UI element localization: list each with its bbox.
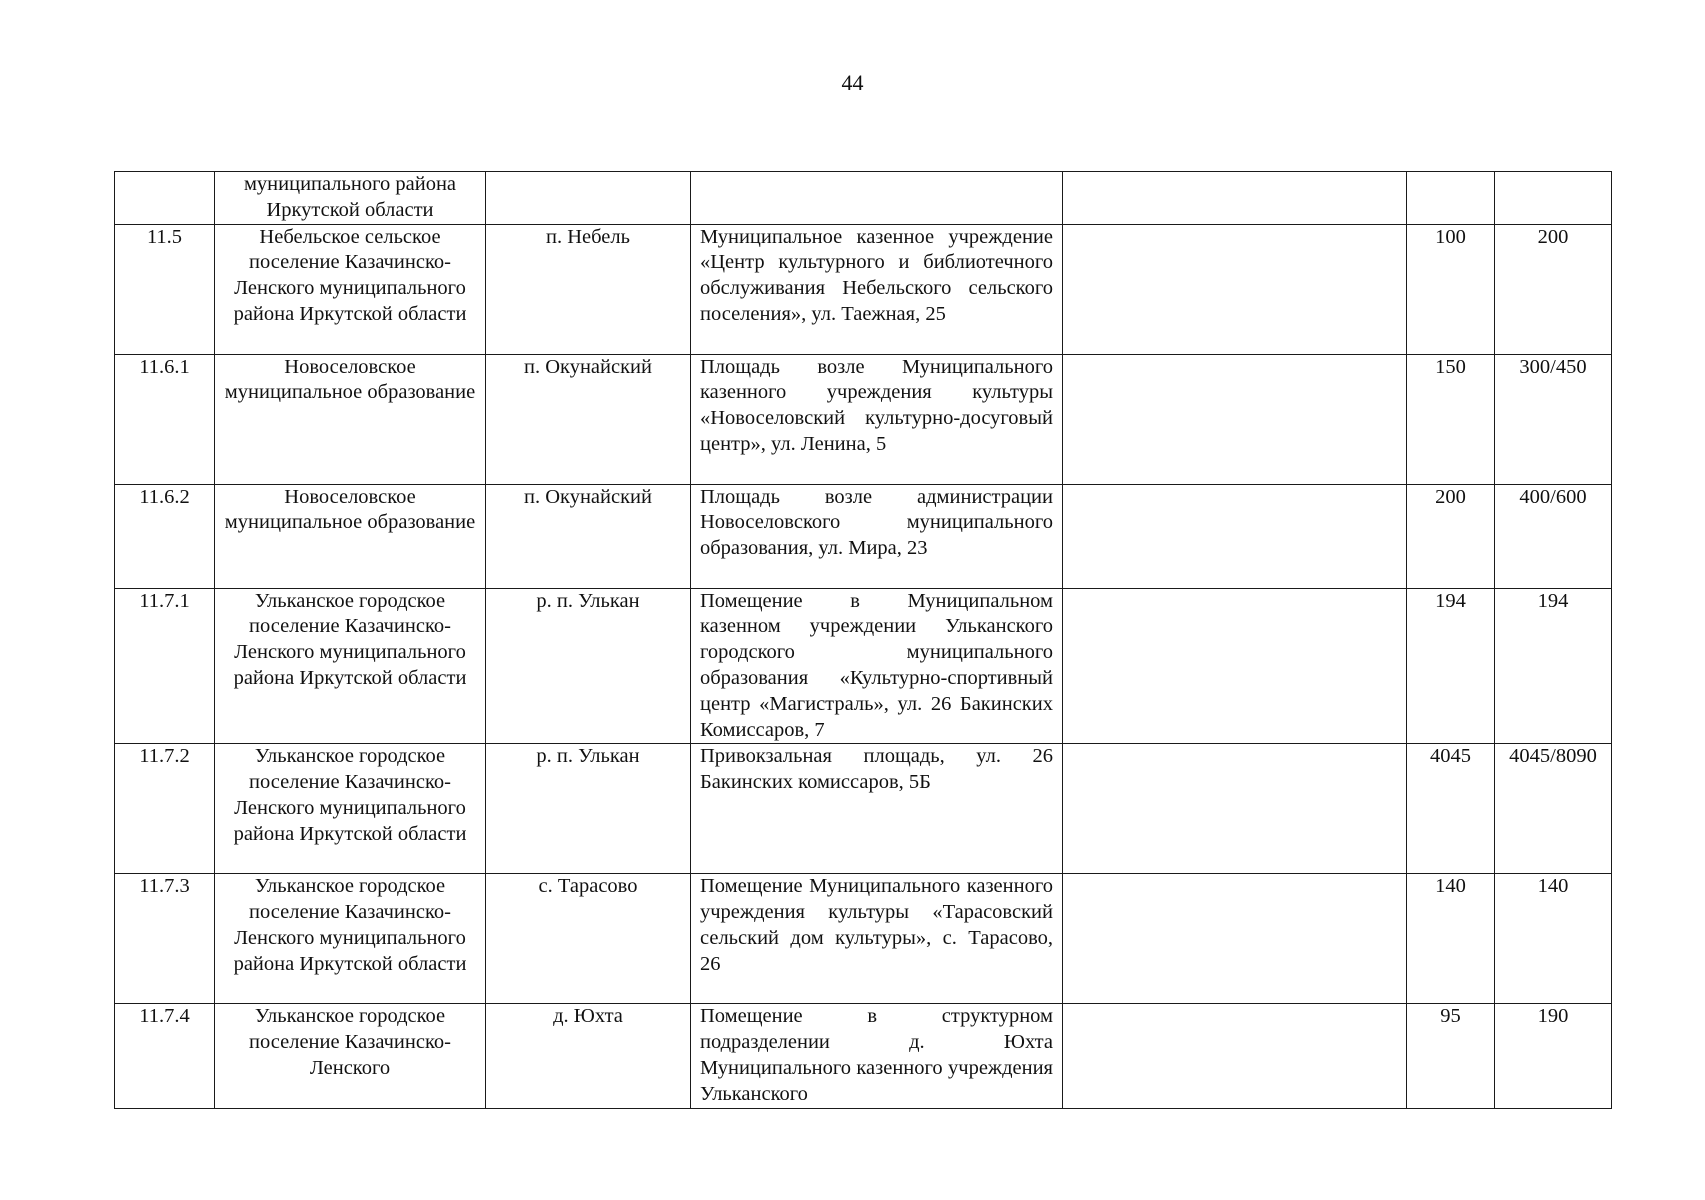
municipality-cell: Небельское сельское поселение Казачинско-Ленского муниципального района Иркутской области — [215, 224, 486, 354]
table-row — [115, 744, 1612, 874]
value1-cell: 200 — [1407, 484, 1495, 588]
row-number-cell: 11.6.1 — [115, 354, 215, 484]
value2-cell: 200 — [1495, 224, 1612, 354]
place-cell: Площадь возле администрации Новоселовского муниципального образования, ул. Мира, 23 — [691, 484, 1063, 588]
value1-cell: 95 — [1407, 1004, 1495, 1108]
value1-cell — [1407, 172, 1495, 225]
page-number: 44 — [841, 70, 864, 95]
value2-cell: 400/600 — [1495, 484, 1612, 588]
locality-cell: п. Окунайский — [486, 354, 691, 484]
place-cell — [691, 172, 1063, 225]
row-number-cell: 11.7.3 — [115, 874, 215, 1004]
locality-cell: р. п. Улькан — [486, 744, 691, 874]
municipality-cell: Ульканское городское поселение Казачинско-Ленского муниципального района Иркутской области — [215, 588, 486, 744]
extra-cell — [1063, 484, 1407, 588]
municipality-cell: Ульканское городское поселение Казачинско-Ленского — [215, 1004, 486, 1108]
table-row — [115, 484, 1612, 588]
table-row — [115, 1004, 1612, 1108]
value2-cell: 4045/8090 — [1495, 744, 1612, 874]
extra-cell — [1063, 1004, 1407, 1108]
locality-cell: д. Юхта — [486, 1004, 691, 1108]
locality-cell: п. Окунайский — [486, 484, 691, 588]
value2-cell — [1495, 172, 1612, 225]
extra-cell — [1063, 588, 1407, 744]
value1-cell: 4045 — [1407, 744, 1495, 874]
municipality-cell: Ульканское городское поселение Казачинско-Ленского муниципального района Иркутской области — [215, 874, 486, 1004]
table-row — [115, 172, 1612, 225]
row-number-cell: 11.5 — [115, 224, 215, 354]
locations-table — [114, 171, 1612, 1109]
locality-cell: с. Тарасово — [486, 874, 691, 1004]
table-row — [115, 224, 1612, 354]
row-number-cell: 11.7.1 — [115, 588, 215, 744]
place-cell: Помещение Муниципального казенного учреждения культуры «Тарасовский сельский дом культуры», с. Тарасово, 26 — [691, 874, 1063, 1004]
extra-cell — [1063, 744, 1407, 874]
place-cell: Помещение в структурном подразделении д. Юхта Муниципального казенного учреждения Ульканского — [691, 1004, 1063, 1108]
table-row — [115, 588, 1612, 744]
value1-cell: 140 — [1407, 874, 1495, 1004]
value2-cell: 194 — [1495, 588, 1612, 744]
place-cell: Муниципальное казенное учреждение «Центр культурного и библиотечного обслуживания Небельского сельского поселения», ул. Таежная, 25 — [691, 224, 1063, 354]
municipality-cell: муниципального района Иркутской области — [215, 172, 486, 225]
place-cell: Помещение в Муниципальном казенном учреждении Ульканского городского муниципального образования «Культурно-спортивный центр «Магистраль», ул. 26 Бакинских Комиссаров, 7 — [691, 588, 1063, 744]
value2-cell: 300/450 — [1495, 354, 1612, 484]
value2-cell: 140 — [1495, 874, 1612, 1004]
municipality-cell: Новоселовское муниципальное образование — [215, 354, 486, 484]
municipality-cell: Новоселовское муниципальное образование — [215, 484, 486, 588]
extra-cell — [1063, 874, 1407, 1004]
extra-cell — [1063, 172, 1407, 225]
value1-cell: 150 — [1407, 354, 1495, 484]
place-cell: Площадь возле Муниципального казенного учреждения культуры «Новоселовский культурно-досуговый центр», ул. Ленина, 5 — [691, 354, 1063, 484]
row-number-cell: 11.6.2 — [115, 484, 215, 588]
place-cell: Привокзальная площадь, ул. 26 Бакинских комиссаров, 5Б — [691, 744, 1063, 874]
locality-cell: р. п. Улькан — [486, 588, 691, 744]
municipality-cell: Ульканское городское поселение Казачинско-Ленского муниципального района Иркутской области — [215, 744, 486, 874]
extra-cell — [1063, 354, 1407, 484]
row-number-cell — [115, 172, 215, 225]
extra-cell — [1063, 224, 1407, 354]
table-row — [115, 874, 1612, 1004]
row-number-cell: 11.7.2 — [115, 744, 215, 874]
value2-cell: 190 — [1495, 1004, 1612, 1108]
table-row — [115, 354, 1612, 484]
value1-cell: 100 — [1407, 224, 1495, 354]
value1-cell: 194 — [1407, 588, 1495, 744]
row-number-cell: 11.7.4 — [115, 1004, 215, 1108]
locality-cell: п. Небель — [486, 224, 691, 354]
locality-cell — [486, 172, 691, 225]
